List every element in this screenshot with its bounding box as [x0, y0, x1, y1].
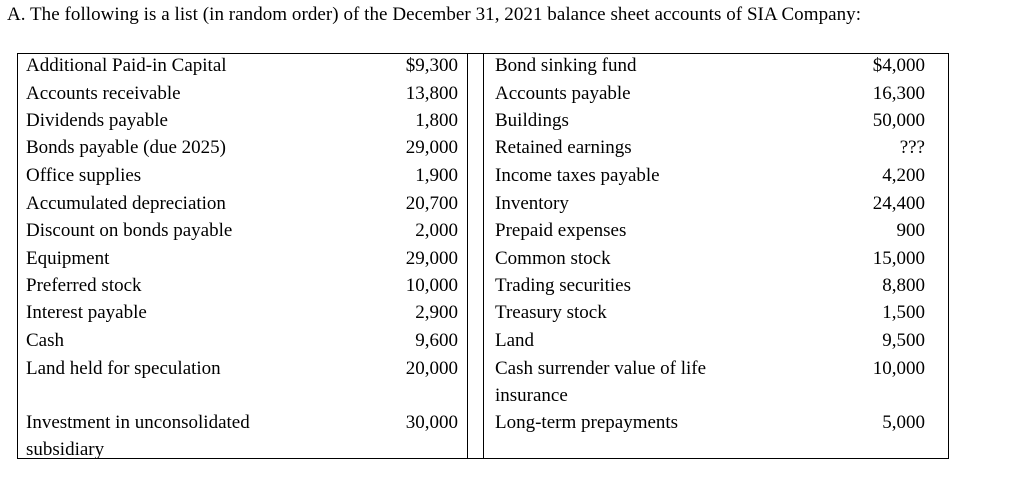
account-name: Discount on bonds payable	[26, 220, 233, 241]
account-name: Equipment	[26, 248, 110, 269]
account-amount: 2,000	[415, 220, 458, 241]
account-name: Land held for speculation	[26, 358, 221, 379]
account-amount: ???	[899, 137, 925, 158]
account-amount: 30,000	[405, 412, 458, 433]
account-amount: 900	[896, 220, 925, 241]
account-name: Inventory	[495, 193, 569, 214]
column-divider	[467, 54, 468, 458]
account-amount: 1,900	[415, 165, 458, 186]
column-divider	[483, 54, 484, 458]
account-amount: 9,600	[415, 330, 458, 351]
account-name: Long-term prepayments	[495, 412, 679, 433]
account-amount: 50,000	[872, 110, 925, 131]
account-amount: 4,200	[882, 165, 925, 186]
account-amount: 20,000	[405, 358, 458, 379]
account-name: Preferred stock	[26, 275, 142, 296]
account-name: Buildings	[495, 110, 569, 131]
account-name: Accounts receivable	[26, 83, 181, 104]
account-name: insurance	[495, 385, 568, 406]
account-name: Treasury stock	[495, 302, 607, 323]
account-name: Land	[495, 330, 535, 351]
account-name: Investment in unconsolidated	[26, 412, 250, 433]
account-name: Cash	[26, 330, 64, 351]
account-amount: 15,000	[872, 248, 925, 269]
account-name: Bonds payable (due 2025)	[26, 137, 226, 158]
account-amount: 8,800	[882, 275, 925, 296]
account-amount: 10,000	[872, 358, 925, 379]
account-amount: 5,000	[882, 412, 925, 433]
account-name: Income taxes payable	[495, 165, 660, 186]
balance-sheet-accounts-table	[17, 53, 949, 459]
account-name: Cash surrender value of life	[495, 358, 707, 379]
account-amount: $9,300	[405, 55, 458, 76]
problem-heading: A. The following is a list (in random order) of the December 31, 2021 balance sheet accounts of SIA Company:	[7, 4, 862, 25]
account-amount: 9,500	[882, 330, 925, 351]
account-amount: 20,700	[405, 193, 458, 214]
account-name: Accounts payable	[495, 83, 631, 104]
account-name: Retained earnings	[495, 137, 632, 158]
account-amount: 16,300	[872, 83, 925, 104]
account-name: subsidiary	[26, 439, 105, 460]
account-amount: 29,000	[405, 248, 458, 269]
account-amount: 1,500	[882, 302, 925, 323]
account-amount: 10,000	[405, 275, 458, 296]
account-name: Bond sinking fund	[495, 55, 637, 76]
account-amount: $4,000	[872, 55, 925, 76]
account-name: Dividends payable	[26, 110, 168, 131]
account-amount: 2,900	[415, 302, 458, 323]
account-name: Accumulated depreciation	[26, 193, 226, 214]
account-amount: 24,400	[872, 193, 925, 214]
account-name: Trading securities	[495, 275, 631, 296]
account-name: Common stock	[495, 248, 611, 269]
account-name: Office supplies	[26, 165, 142, 186]
account-amount: 1,800	[415, 110, 458, 131]
account-name: Additional Paid-in Capital	[26, 55, 227, 76]
account-amount: 29,000	[405, 137, 458, 158]
account-name: Prepaid expenses	[495, 220, 627, 241]
account-amount: 13,800	[405, 83, 458, 104]
account-name: Interest payable	[26, 302, 147, 323]
